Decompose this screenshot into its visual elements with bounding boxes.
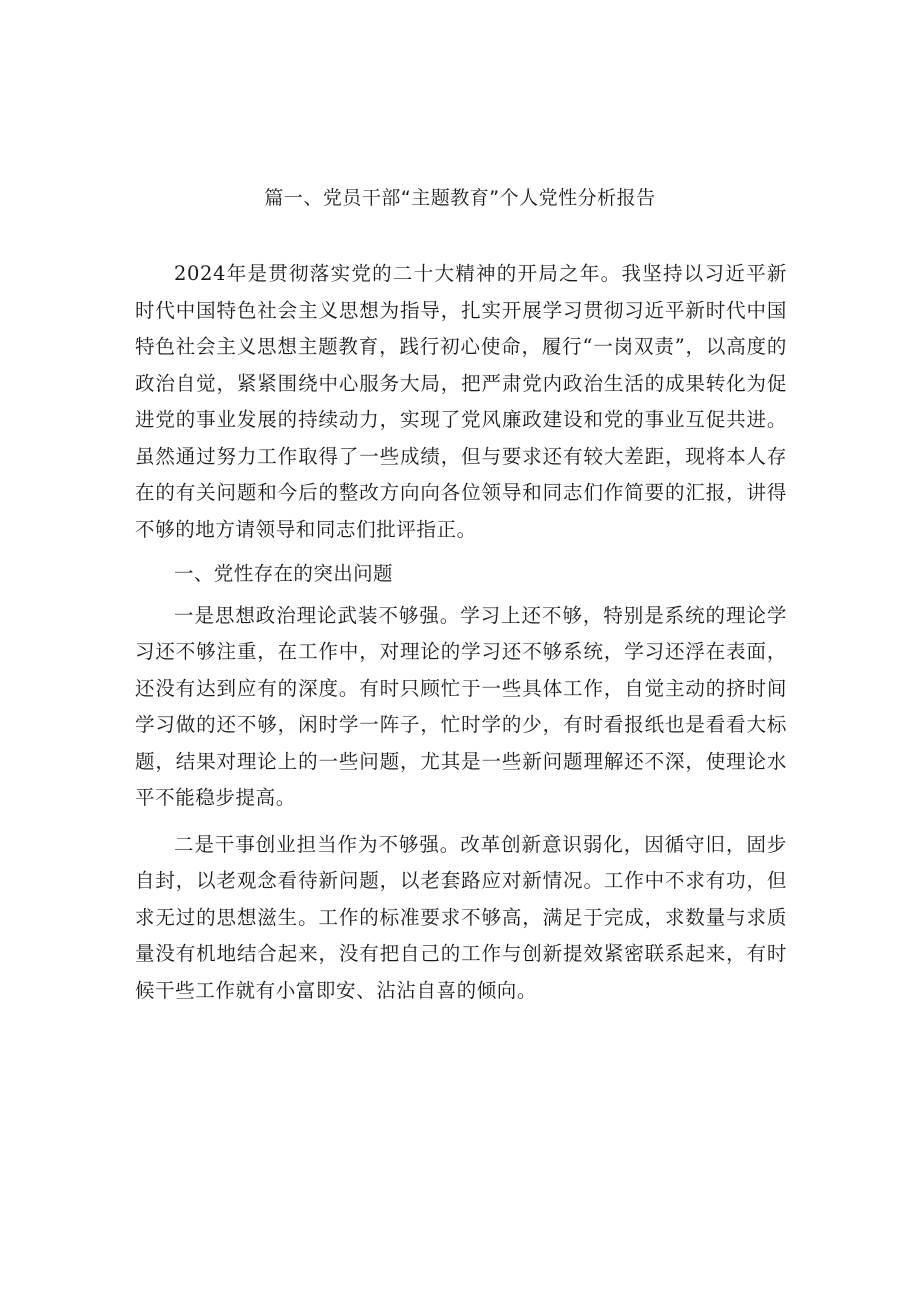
problem-point-2: 二是干事创业担当作为不够强。改革创新意识弱化，因循守旧，固步自封，以老观念看待新问题，以老套路应对新情况。工作中不求有功，但求无过的思想滋生。工作的标准要求不够高，满足于完成，求数量与求质量没有机地结合起来，没有把自己的工作与创新提效紧密联系起来，有时候干些工作就有小富即安、沾沾自喜的倾向。	[135, 832, 787, 1002]
paragraph-spacer	[135, 817, 787, 827]
problem-point-1: 一是思想政治理论武装不够强。学习上还不够，特别是系统的理论学习还不够注重，在工作中，对理论的学习还不够系统，学习还浮在表面，还没有达到应有的深度。有时只顾忙于一些具体工作，自觉主动的挤时间学习做的还不够，闲时学一阵子，忙时学的少，有时看报纸也是看看大标题，结果对理论上的一些问题，尤其是一些新问题理解还不深，使理论水平不能稳步提高。	[135, 603, 787, 809]
document-body	[135, 256, 787, 1009]
document-title: 篇一、党员干部“主题教育”个人党性分析报告	[264, 187, 656, 209]
intro-paragraph: 2024年是贯彻落实党的二十大精神的开局之年。我坚持以习近平新时代中国特色社会主义思想为指导，扎实开展学习贯彻习近平新时代中国特色社会主义思想主题教育，践行初心使命，履行“一岗双责”，以高度的政治自觉，紧紧围绕中心服务大局，把严肃党内政治生活的成果转化为促进党的事业发展的持续动力，实现了党风廉政建设和党的事业互促共进。虽然通过努力工作取得了一些成绩，但与要求还有较大差距，现将本人存在的有关问题和今后的整改方向向各位领导和同志们作简要的汇报，讲得不够的地方请领导和同志们批评指正。	[135, 262, 787, 541]
section-heading: 一、党性存在的突出问题	[174, 562, 393, 585]
